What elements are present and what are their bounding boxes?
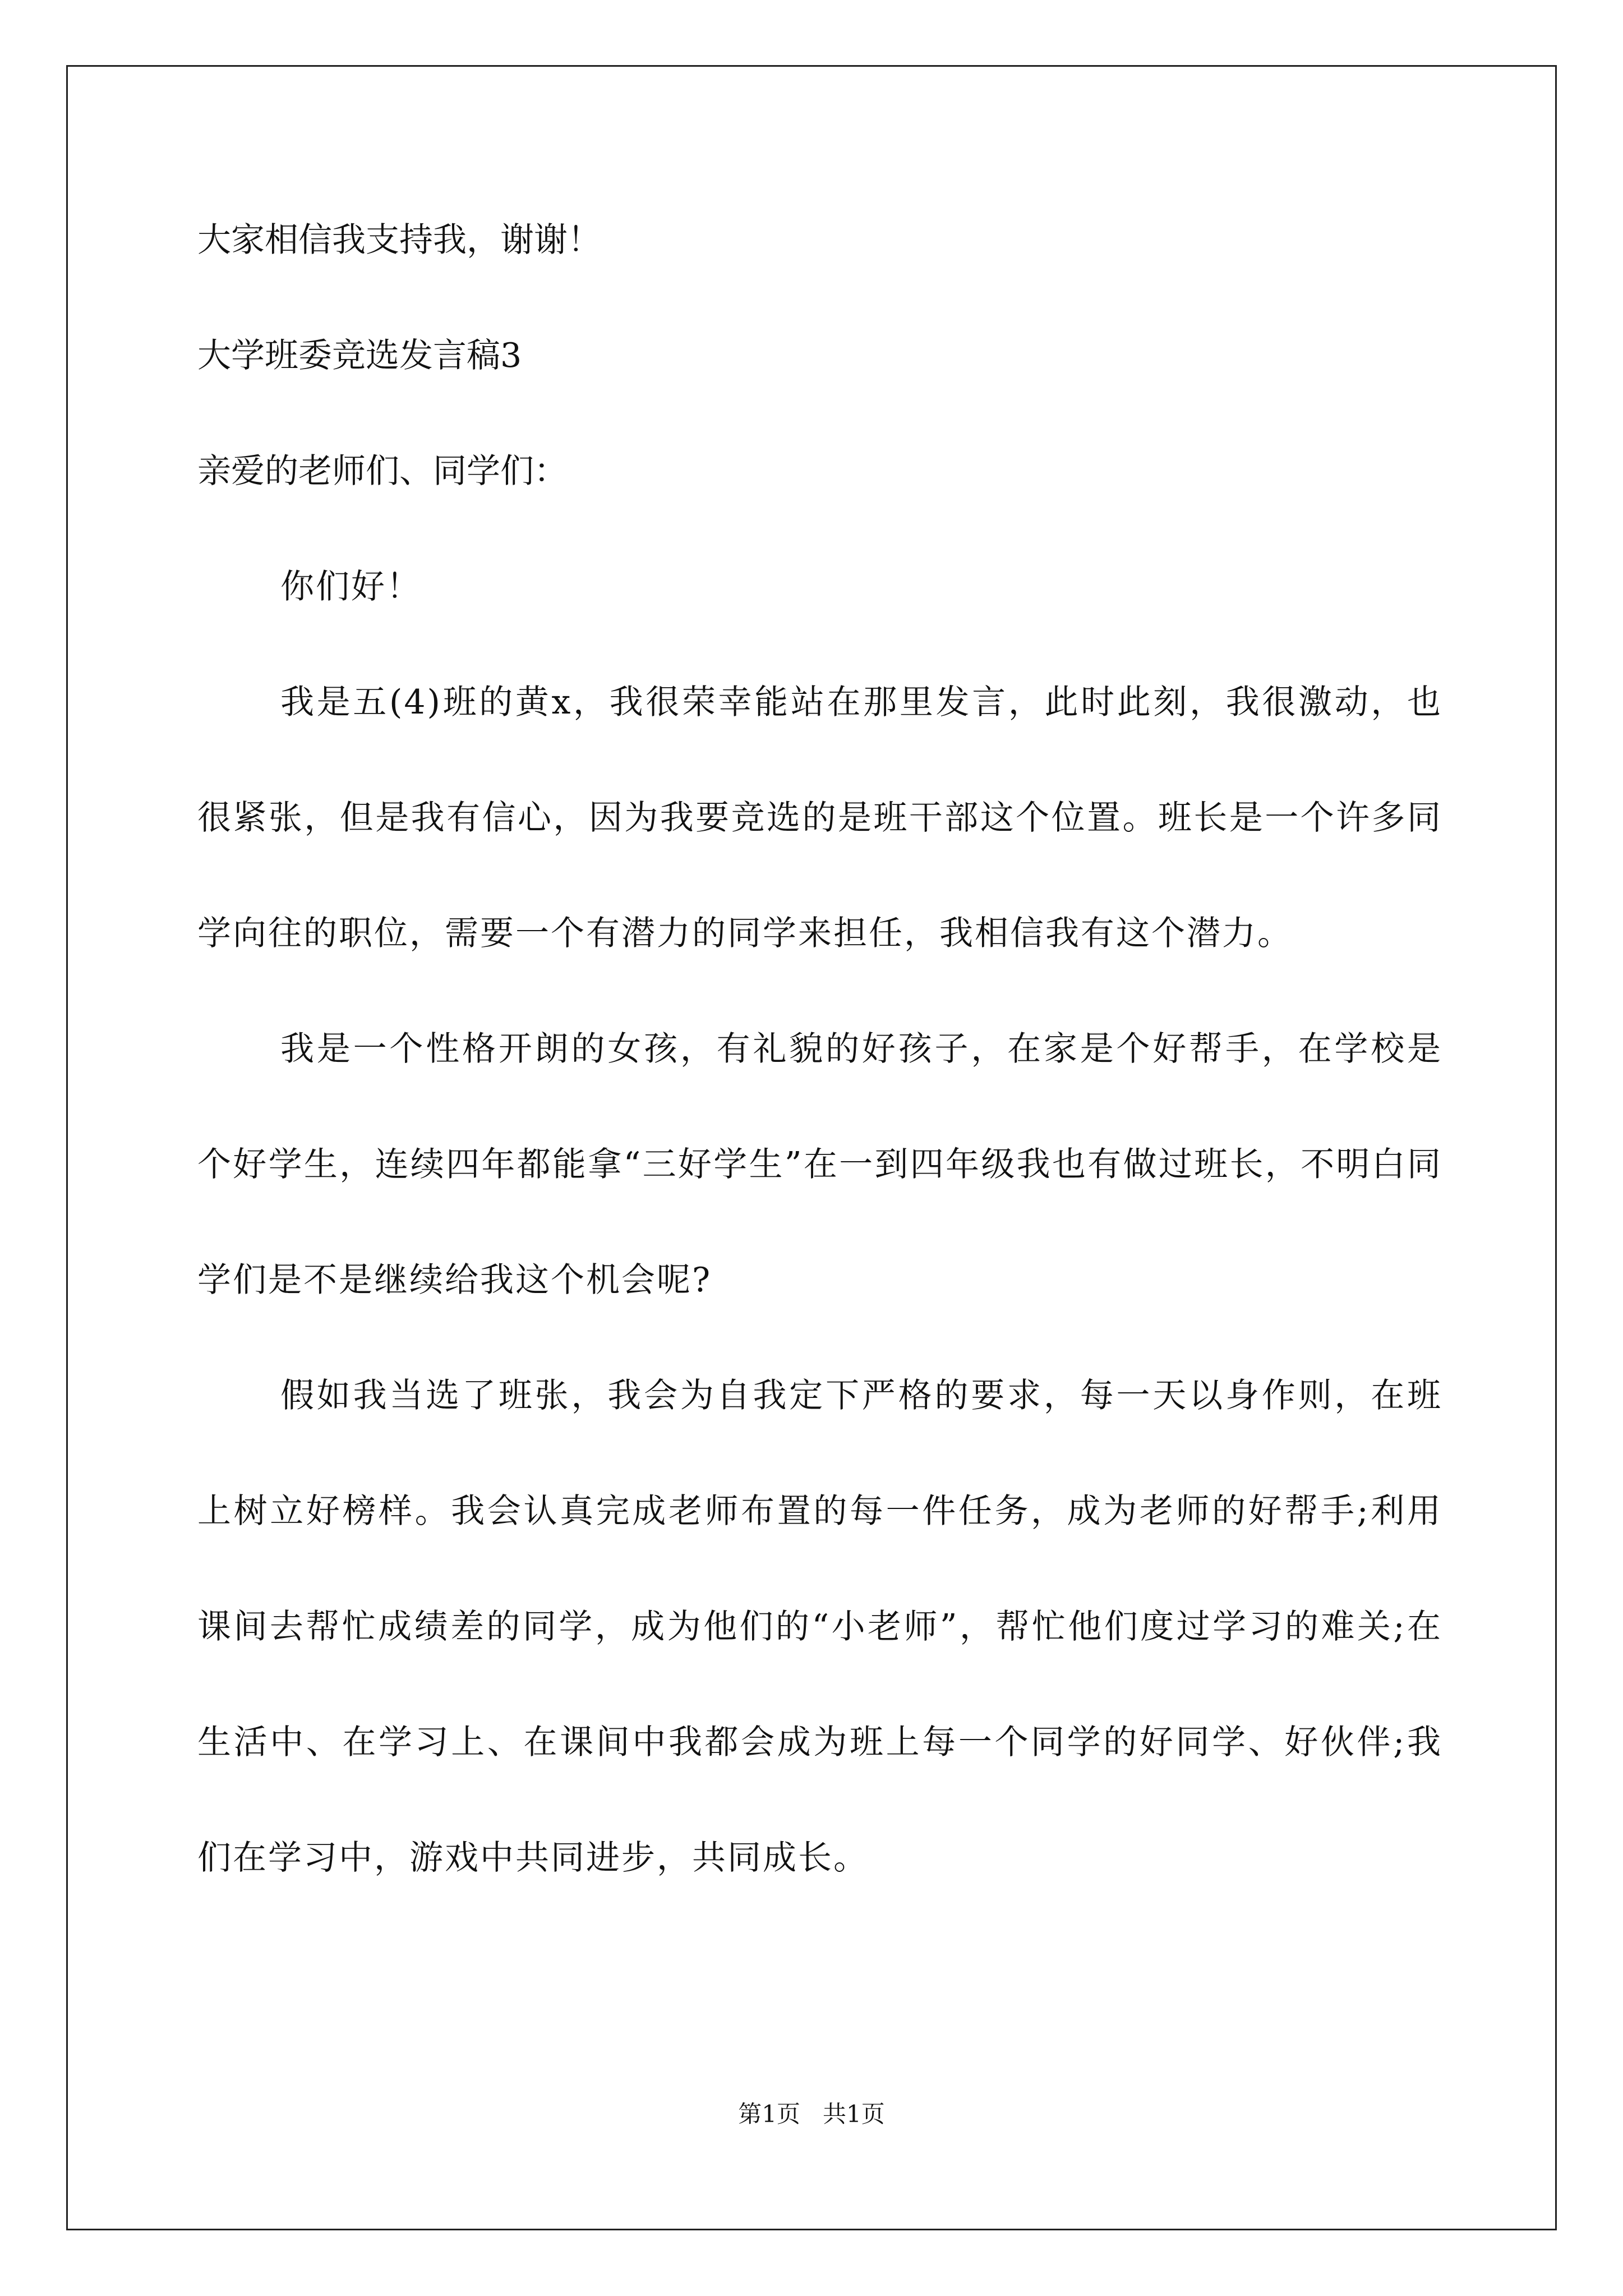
- closing-line: 大家相信我支持我，谢谢！: [197, 220, 601, 260]
- page-footer: [0, 2100, 1623, 2128]
- document-body: [197, 220, 1442, 1953]
- paragraph-personality: 我是一个性格开朗的女孩，有礼貌的好孩子，在家是个好帮手，在学校是个好学生，连续四年都能拿“三好学生”在一到四年级我也有做过班长，不明白同学们是不是继续给我这个机会呢?: [197, 1029, 1442, 1300]
- greeting: 你们好！: [280, 567, 422, 606]
- page-number: 第1页: [738, 2100, 800, 2128]
- paragraph-promise: 假如我当选了班张，我会为自我定下严格的要求，每一天以身作则，在班上树立好榜样。我会认真完成老师布置的每一件任务，成为老师的好帮手;利用课间去帮忙成绩差的同学，成为他们的“小老师”，帮忙他们度过学习的难关;在生活中、在学习上、在课间中我都会成为班上每一个同学的好同学、好伙伴;我们在学习中，游戏中共同进步，共同成长。: [197, 1376, 1442, 1878]
- section-title: 大学班委竞选发言稿3: [197, 336, 522, 375]
- paragraph-intro: 我是五(4)班的黄x，我很荣幸能站在那里发言，此时此刻，我很激动，也很紧张，但是我有信心，因为我要竞选的是班干部这个位置。班长是一个许多同学向往的职位，需要一个有潜力的同学来担任，我相信我有这个潜力。: [197, 683, 1442, 953]
- page-count: 共1页: [823, 2100, 885, 2128]
- salutation: 亲爱的老师们、同学们：: [197, 452, 568, 491]
